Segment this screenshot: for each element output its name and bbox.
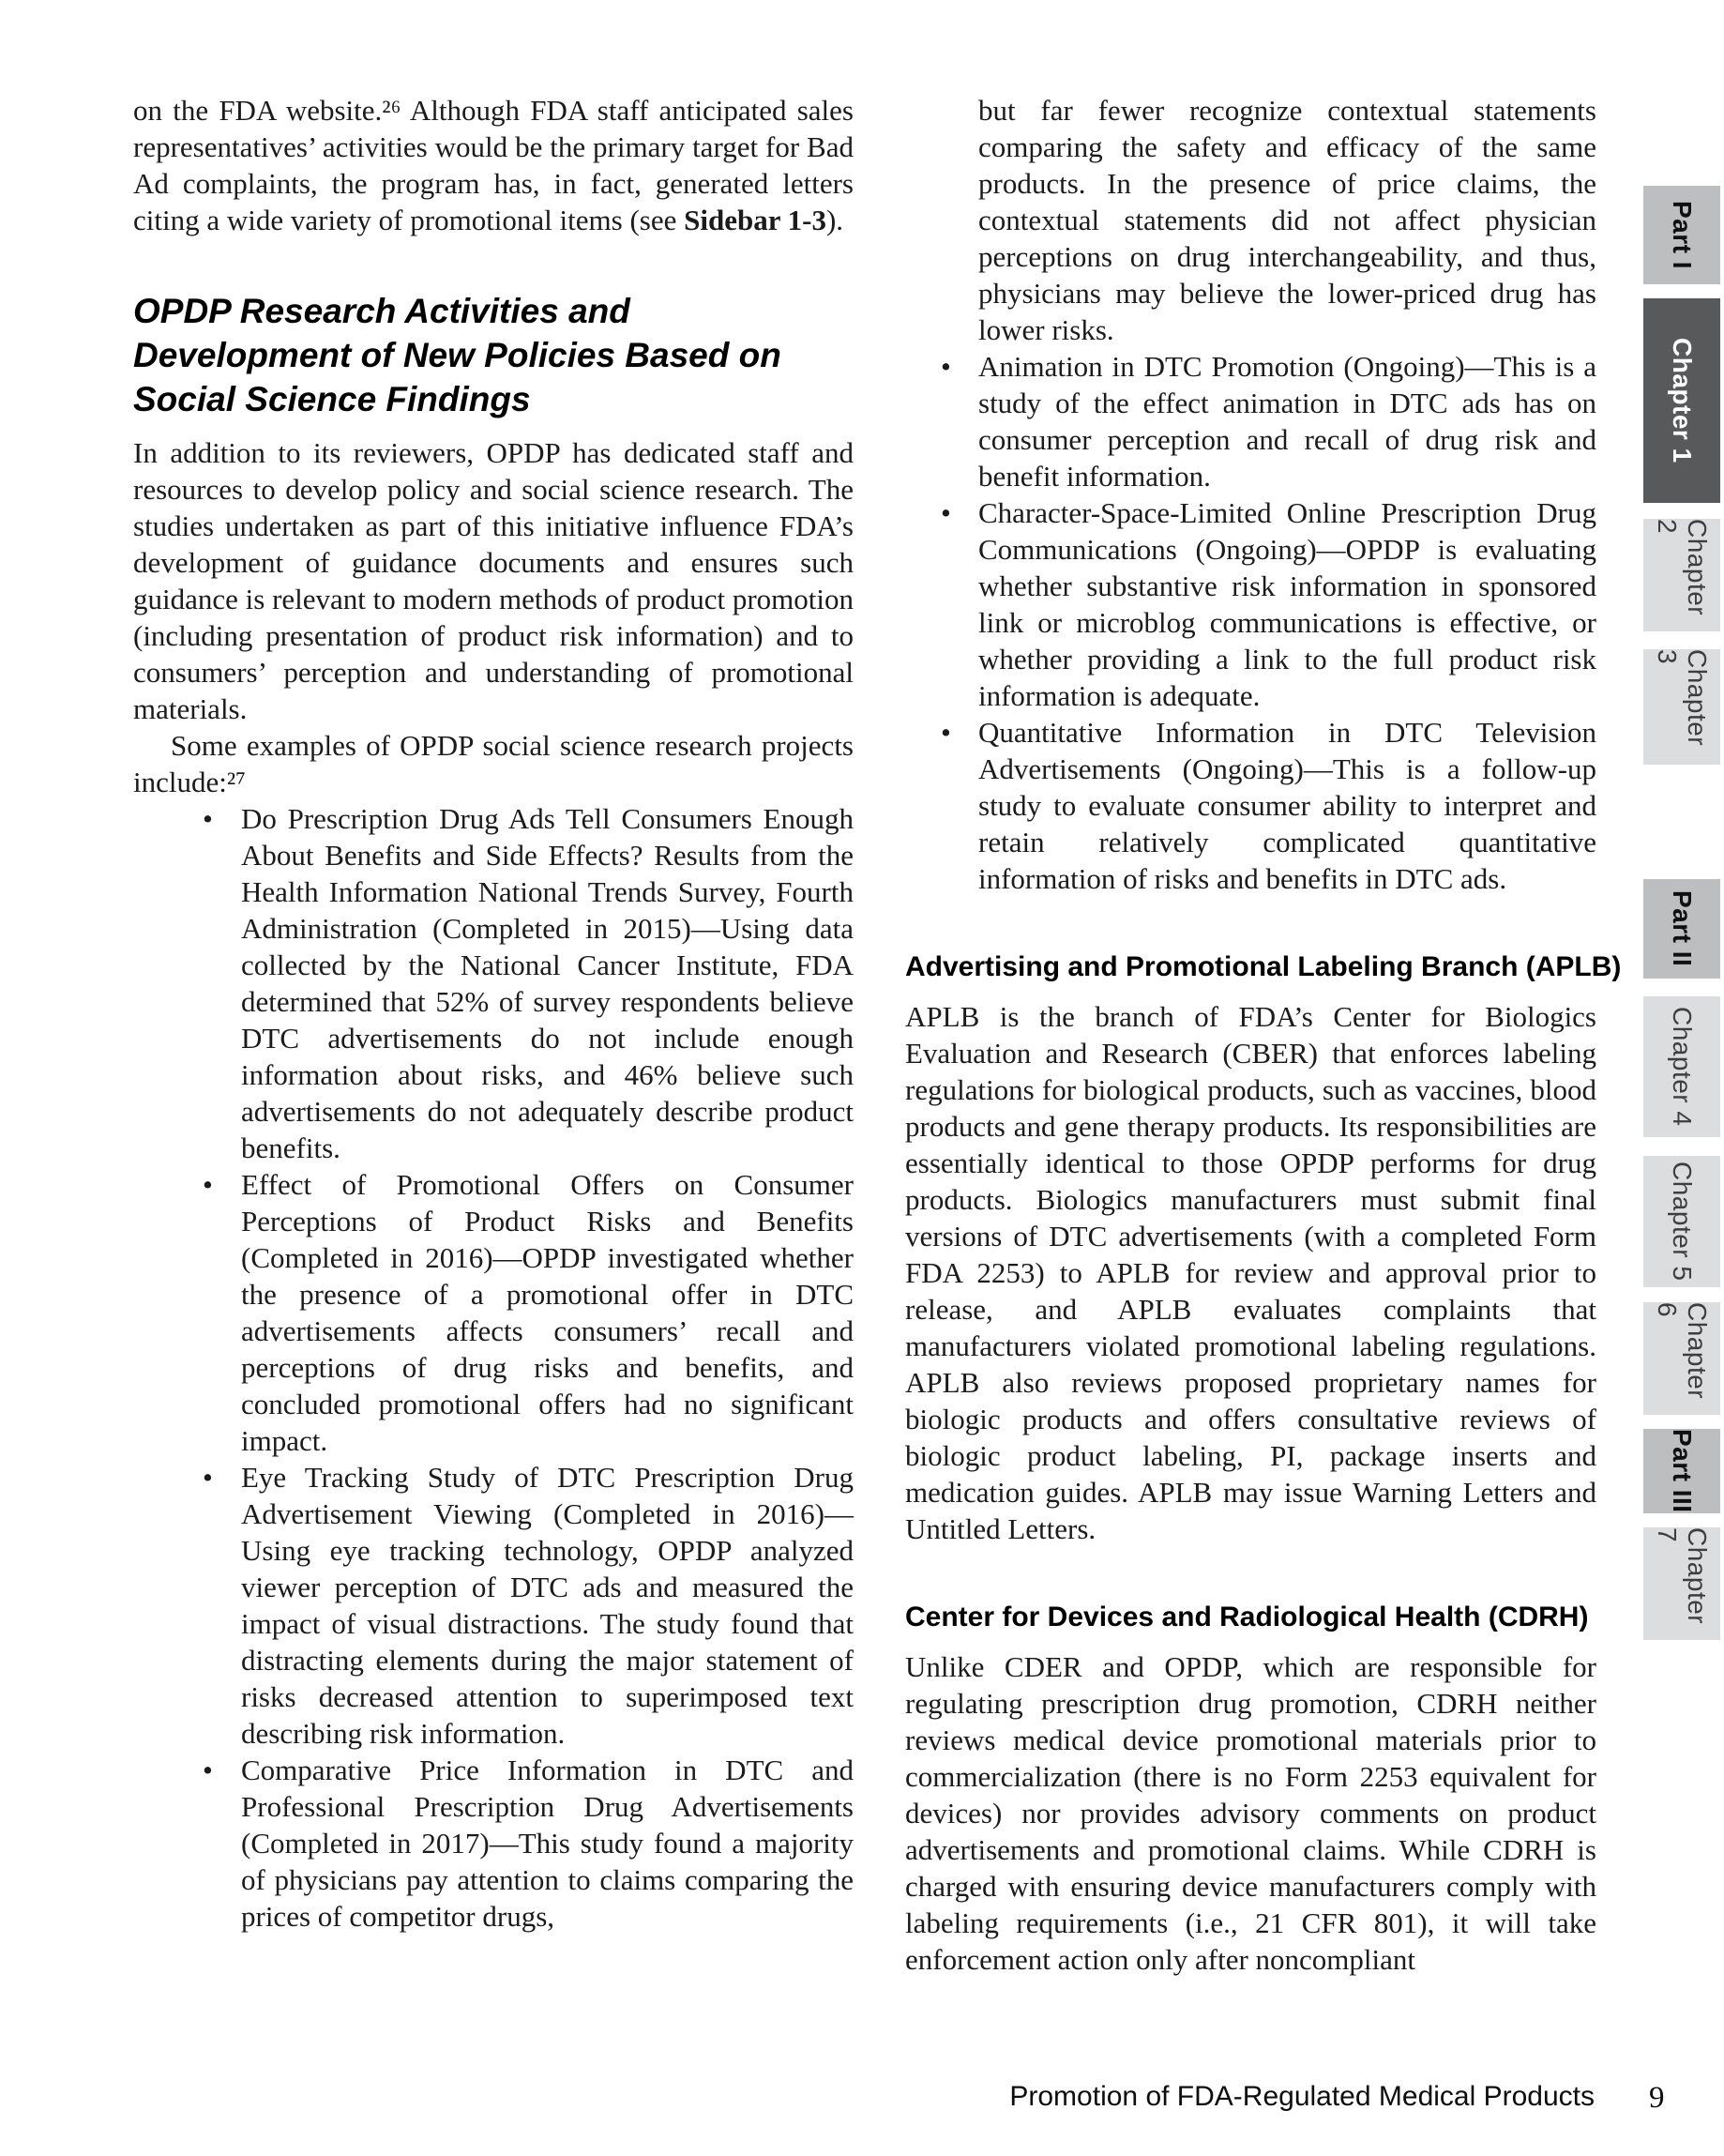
right-text-column [905,92,1622,1978]
heading-aplb: Advertising and Promotional Labeling Branch (APLB) [905,951,1622,982]
heading-cdrh: Center for Devices and Radiological Health (CDRH) [905,1602,1589,1632]
tab-chapter-2[interactable]: Chapter 2 [1643,519,1720,631]
tab-part-3[interactable]: Part III [1643,1429,1720,1513]
heading-opdp-research-activities: OPDP Research Activities and Development of New Policies Based on Social Science Findings [133,292,781,418]
tab-part-1[interactable]: Part I [1643,186,1720,284]
paragraph-cdrh: Unlike CDER and OPDP, which are responsible for regulating prescription drug promotion, CDRH neither reviews medical device promotional materials prior to commercialization (there is no Form 2253 equivalent for devices) nor provides advisory comments on product advertisements and promotional claims. While CDRH is charged with ensuring device manufacturers comply with labeling requirements (i.e., 21 CFR 801), it will take enforcement action only after noncompliant [905,1650,1596,1976]
footer-book-title: Promotion of FDA-Regulated Medical Products [1009,2081,1595,2112]
list-item: • Comparative Price Information in DTC and Professional Prescription Drug Advertisements (Completed in 2017)—This study found a majority of physicians pay attention to claims comparing the prices of competitor drugs, [133,1752,854,1935]
list-item: • Effect of Promotional Offers on Consumer Perceptions of Product Risks and Benefits (Completed in 2016)—OPDP investigated whether the presence of a promotional offer in DTC advertisements affects consumers’ recall and perceptions of drug risks and benefits, and concluded promotional offers had no significant impact. [133,1166,854,1459]
opdp-research-bullet-list-continued [905,348,1596,897]
left-text-column [133,92,854,1935]
tab-chapter-6[interactable]: Chapter 6 [1643,1302,1720,1415]
paragraph-aplb: APLB is the branch of FDA’s Center for Biologics Evaluation and Research (CBER) that enforces labeling regulations for biological products, such as vaccines, blood products and gene therapy products. Its responsibilities are essentially identical to those OPDP performs for drug products. Biologics manufacturers must submit final versions of DTC advertisements (with a completed Form FDA 2253) to APLB for review and approval prior to release, and APLB evaluates complaints that manufacturers violated promotional labeling regulations. APLB also reviews proposed proprietary names for biologic products and offers consultative reviews of biologic product labeling, PI, package inserts and medication guides. APLB may issue Warning Letters and Untitled Letters. [905,1000,1596,1545]
list-item: • Quantitative Information in DTC Television Advertisements (Ongoing)—This is a follow-up study to evaluate consumer ability to interpret and retain relatively complicated quantitative information of risks and benefits in DTC ads. [905,714,1596,897]
footer-page-number: 9 [1649,2081,1665,2115]
list-item: • Eye Tracking Study of DTC Prescription Drug Advertisement Viewing (Completed in 2016)—Using eye tracking technology, OPDP analyzed viewer perception of DTC ads and measured the impact of visual distractions. The study found that distracting elements during the major statement of risks decreased attention to superimposed text describing risk information. [133,1459,854,1752]
sidebar-1-3-reference: Sidebar 1-3 [684,204,826,236]
tab-chapter-5[interactable]: Chapter 5 [1643,1156,1720,1287]
paragraph-opdp-staff: In addition to its reviewers, OPDP has dedicated staff and resources to develop policy and social science research. The studies undertaken as part of this initiative influence FDA’s development of guidance documents and ensures such guidance is relevant to modern methods of product promotion (including presentation of product risk information) and to consumers’ perception and understanding of promotional materials. [133,436,854,725]
paragraph-bad-ad [133,92,854,238]
tab-part-2[interactable]: Part II [1643,879,1720,979]
tab-chapter-7[interactable]: Chapter 7 [1643,1527,1720,1640]
opdp-research-bullet-list [133,800,854,1935]
tab-chapter-3[interactable]: Chapter 3 [1643,649,1720,765]
tab-chapter-4[interactable]: Chapter 4 [1643,996,1720,1137]
paragraph-some-examples: Some examples of OPDP social science research projects include:²⁷ [133,729,854,798]
paragraph-bad-ad-pre: on the FDA website.²⁶ Although FDA staff anticipated sales representatives’ activities would be the primary target for Bad Ad complaints, the program has, in fact, generated letters citing a wide variety of promotional items (see [133,94,854,236]
paragraph-price-claims-continuation: but far fewer recognize contextual statements comparing the safety and efficacy of the same products. In the presence of price claims, the contextual statements did not affect physician perceptions on drug interchangeability, and thus, physicians may believe the lower-priced drug has lower risks. [978,94,1596,346]
list-item: • Do Prescription Drug Ads Tell Consumers Enough About Benefits and Side Effects? Results from the Health Information National Trends Survey, Fourth Administration (Completed in 2015)—Using data collected by the National Cancer Institute, FDA determined that 52% of survey respondents believe DTC advertisements do not include enough information about risks, and 46% believe such advertisements do not adequately describe product benefits. [133,800,854,1166]
list-item: • Character-Space-Limited Online Prescription Drug Communications (Ongoing)—OPDP is evaluating whether substantive risk information in sponsored link or microblog communications is effective, or whether providing a link to the full product risk information is adequate. [905,494,1596,714]
paragraph-bad-ad-post: ). [825,204,844,236]
page-footer [0,2081,1724,2122]
tab-chapter-1[interactable]: Chapter 1 [1643,298,1720,503]
list-item: • Animation in DTC Promotion (Ongoing)—This is a study of the effect animation in DTC ads has on consumer perception and recall of drug risk and benefit information. [905,348,1596,494]
